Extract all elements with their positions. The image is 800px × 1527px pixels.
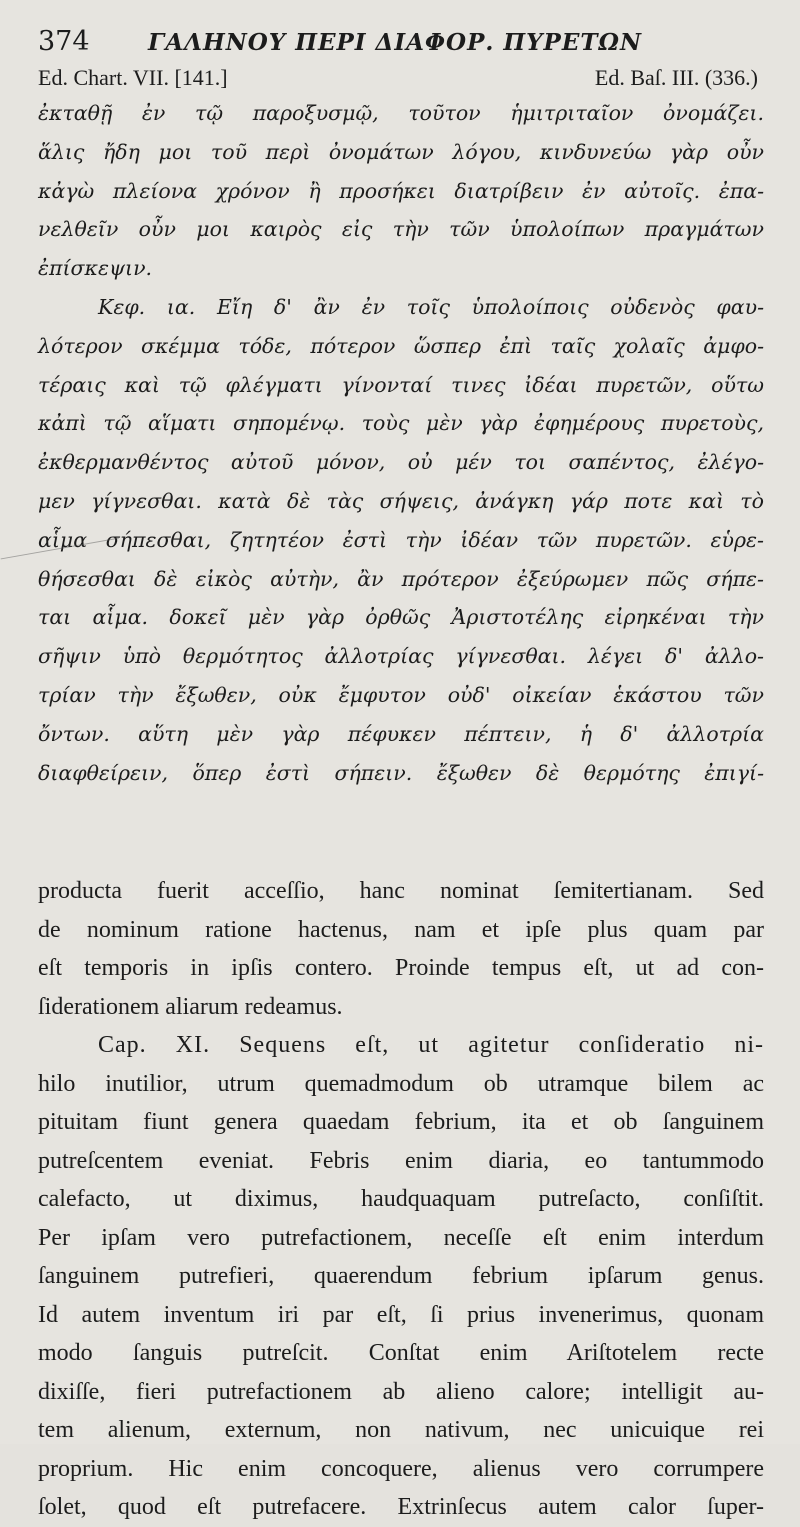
page-number: 374	[38, 26, 90, 57]
running-title: ΓΑΛΗΝΟΥ ΠΕΡΙ ΔΙΑΦΟΡ. ΠΥΡΕΤΩΝ	[148, 29, 642, 56]
text-line: Per ipſam vero putrefactionem, neceſſe eſt enim interdum	[38, 1224, 764, 1251]
edition-chartier: Ed. Chart. VII. [141.]	[38, 65, 228, 90]
text-line: κἀπὶ τῷ αἵματι σηπομένῳ. τοὺς μὲν γὰρ ἐφημέρους πυρετοὺς,	[38, 411, 764, 436]
text-line: producta fuerit acceſſio, hanc nominat ſemitertianam. Sed	[38, 878, 764, 905]
chapter-heading-line: Κεφ. ια. Εἴη δ' ἂν ἐν τοῖς ὑπολοίποις οὐδενὸς φαυ-	[98, 294, 764, 319]
text-line: de nominum ratione hactenus, nam et ipſe plus quam par	[38, 916, 764, 943]
latin-paragraph-2	[38, 1026, 764, 1527]
text-line: σῆψιν ὑπὸ θερμότητος ἀλλοτρίας γίγνεσθαι. λέγει δ' ἀλλο-	[38, 644, 764, 669]
chapter-heading-line: Cap. XI. Sequens eſt, ut agitetur conſideratio ni-	[98, 1032, 764, 1059]
text-line: modo ſanguis putreſcit. Conſtat enim Ariſtotelem recte	[38, 1340, 764, 1367]
text-line: νελθεῖν οὖν μοι καιρὸς εἰς τὴν τῶν ὑπολοίπων πραγμάτων	[38, 217, 764, 242]
text-line: ὄντων. αὕτη μὲν γὰρ πέφυκεν πέπτειν, ἡ δ' ἀλλοτρία	[38, 721, 764, 746]
text-line: proprium. Hic enim concoquere, alienus vero corrumpere	[38, 1455, 764, 1482]
text-line: τέραις καὶ τῷ φλέγματι γίνονταί τινες ἰδέαι πυρετῶν, οὕτω	[38, 372, 764, 397]
edition-basel: Ed. Baſ. III. (336.)	[594, 65, 758, 90]
column-gap	[38, 792, 764, 872]
text-line: θήσεσθαι δὲ εἰκὸς αὐτὴν, ἂν πρότερον ἐξεύρωμεν πῶς σήπε-	[38, 566, 764, 591]
text-line: ἅλις ἤδη μοι τοῦ περὶ ὀνομάτων λόγου, κινδυνεύω γὰρ οὖν	[38, 139, 764, 164]
running-header	[38, 22, 764, 62]
greek-paragraph-2	[38, 288, 764, 792]
text-line: calefacto, ut diximus, haudquaquam putreſacto, conſiſtit.	[38, 1186, 764, 1213]
text-line: Id autem inventum iri par eſt, ſi prius invenerimus, quonam	[38, 1301, 764, 1328]
text-line: putreſcentem eveniat. Febris enim diaria, eo tantummodo	[38, 1147, 764, 1174]
greek-paragraph-1	[38, 94, 764, 288]
text-line: αἷμα σήπεσθαι, ζητητέον ἐστὶ τὴν ἰδέαν τῶν πυρετῶν. εὑρε-	[38, 527, 764, 552]
text-line: κἀγὼ πλείονα χρόνον ἢ προσήκει διατρίβειν ἐν αὐτοῖς. ἐπα-	[38, 178, 764, 203]
greek-text	[38, 94, 764, 792]
text-line: dixiſſe, fieri putrefactionem ab alieno calore; intelligit au-	[38, 1378, 764, 1405]
text-line: ἐκθερμανθέντος αὐτοῦ μόνον, οὐ μέν τοι σαπέντος, ἐλέγο-	[38, 450, 764, 475]
text-line: ἐπίσκεψιν.	[38, 256, 153, 281]
text-line: μεν γίγνεσθαι. κατὰ δὲ τὰς σήψεις, ἀνάγκη γάρ ποτε καὶ τὸ	[38, 488, 764, 513]
text-line: eſt temporis in ipſis contero. Proinde tempus eſt, ut ad con-	[38, 955, 764, 982]
text-line: λότερον σκέμμα τόδε, πότερον ὥσπερ ἐπὶ ταῖς χολαῖς ἀμφο-	[38, 333, 764, 358]
edition-references	[38, 62, 764, 94]
text-line: tem alienum, externum, non nativum, nec unicuique rei	[38, 1417, 764, 1444]
text-line: pituitam fiunt genera quaedam febrium, ita et ob ſanguinem	[38, 1109, 764, 1136]
text-line: ἐκταθῇ ἐν τῷ παροξυσμῷ, τοῦτον ἡμιτριταῖον ὀνομάζει.	[38, 101, 764, 125]
text-line: ſolet, quod eſt putrefacere. Extrinſecus autem calor ſuper-	[38, 1494, 764, 1521]
text-line: ſiderationem aliarum redeamus.	[38, 993, 343, 1020]
text-line: hilo inutilior, utrum quemadmodum ob utramque bilem ac	[38, 1070, 764, 1097]
text-line: διαφθείρειν, ὅπερ ἐστὶ σήπειν. ἔξωθεν δὲ θερμότης ἐπιγί-	[38, 760, 764, 785]
latin-paragraph-1	[38, 872, 764, 1026]
text-line: ſanguinem putrefieri, quaerendum febrium ipſarum genus.	[38, 1263, 764, 1290]
latin-text	[38, 872, 764, 1527]
text-line: ται αἷμα. δοκεῖ μὲν γὰρ ὀρθῶς Ἀριστοτέλης εἰρηκέναι τὴν	[38, 605, 764, 630]
text-line: τρίαν τὴν ἔξωθεν, οὐκ ἔμφυτον οὐδ' οἰκείαν ἑκάστου τῶν	[38, 682, 764, 707]
